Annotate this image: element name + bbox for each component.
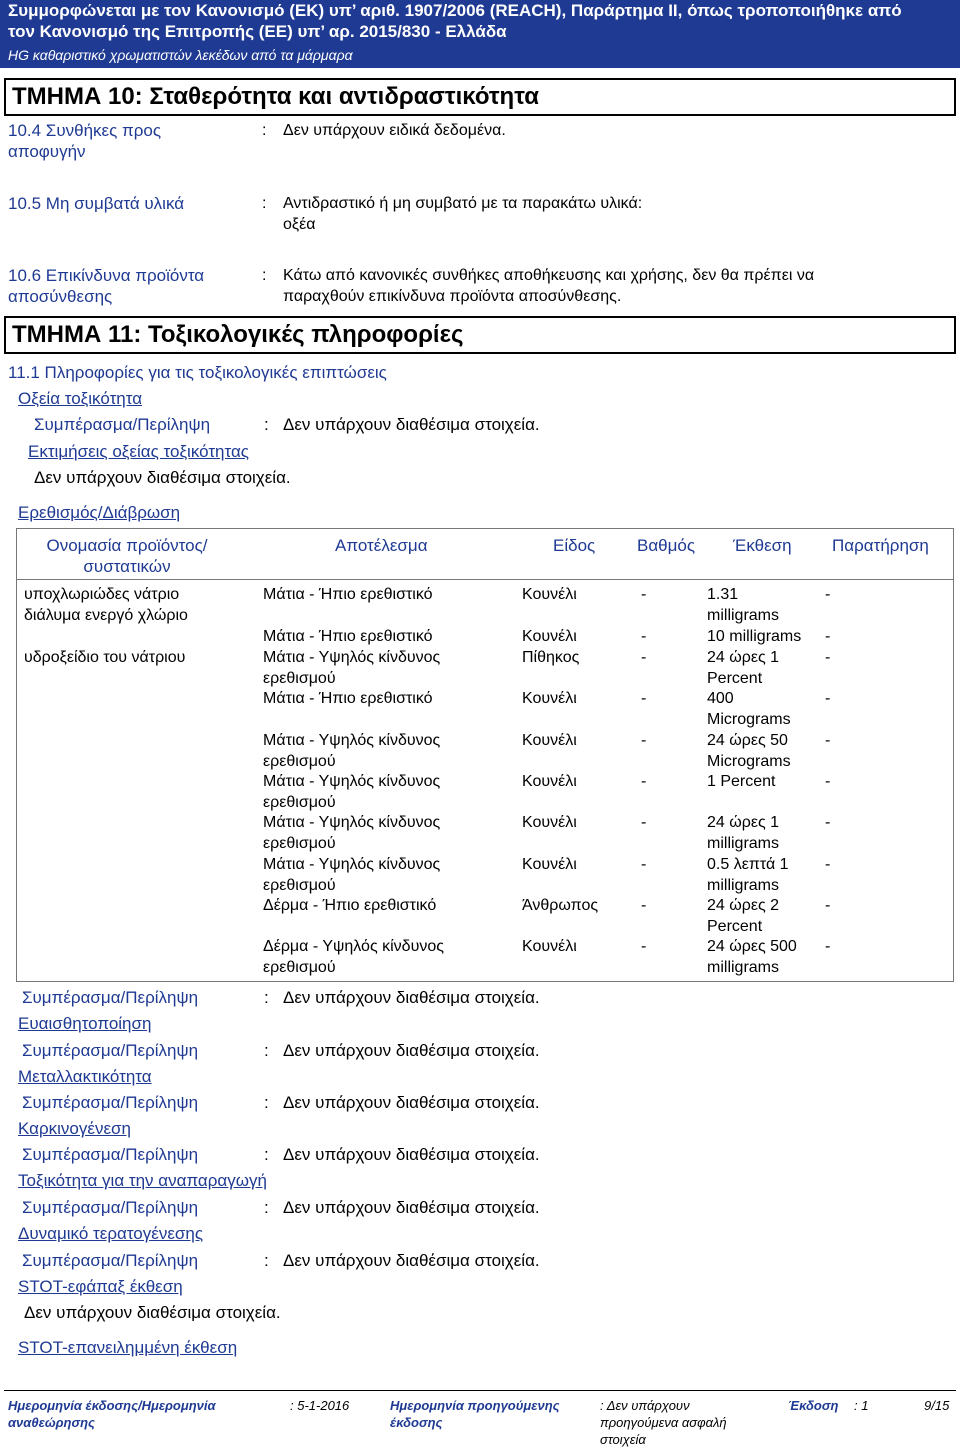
row-10-score: -: [641, 938, 647, 955]
row-1-exposure-1: 1.31: [707, 586, 739, 603]
carcinogenicity-summary-label: Συμπέρασμα/Περίληψη: [22, 1145, 199, 1164]
row-9-observation: -: [825, 897, 831, 914]
header-observation: Παρατήρηση: [832, 536, 929, 555]
row-6-score: -: [641, 773, 647, 790]
row-3-result-1: Μάτια - Υψηλός κίνδυνος: [263, 649, 441, 666]
row-8-result-2: ερεθισμού: [263, 877, 336, 894]
row-1-species: Κουνέλι: [522, 586, 577, 603]
header-product-name-2: συστατικών: [83, 557, 171, 576]
row-1-exposure-2: milligrams: [707, 607, 779, 624]
row-3-exposure-2: Percent: [707, 670, 763, 687]
product-1-name-1: υποχλωριώδες νάτριο: [24, 586, 180, 603]
row-1-score: -: [641, 586, 647, 603]
row-4-observation: -: [825, 690, 831, 707]
row-3-exposure-1: 24 ώρες 1: [707, 649, 780, 666]
stot-single-heading: STOT-εφάπαξ έκθεση: [18, 1277, 183, 1296]
s10-6-label-2: αποσύνθεσης: [8, 287, 113, 306]
previous-date-label: [390, 1397, 560, 1431]
mutagenicity-heading: Μεταλλακτικότητα: [18, 1067, 152, 1086]
s10-6-label-1: 10.6 Επικίνδυνα προϊόντα: [8, 266, 205, 285]
row-6-result-2: ερεθισμού: [263, 794, 336, 811]
version-value: : 1: [854, 1398, 869, 1413]
regulation-banner: [0, 0, 960, 42]
sensitisation-heading: Ευαισθητοποίηση: [18, 1014, 152, 1033]
mutagenicity-summary-value: Δεν υπάρχουν διαθέσιμα στοιχεία.: [283, 1093, 540, 1112]
s10-6-colon: :: [262, 267, 267, 284]
row-10-result-2: ερεθισμού: [263, 959, 336, 976]
s10-4-value: Δεν υπάρχουν ειδικά δεδομένα.: [283, 122, 506, 139]
s10-5-colon: :: [262, 195, 267, 212]
sensitisation-summary-value: Δεν υπάρχουν διαθέσιμα στοιχεία.: [283, 1041, 540, 1060]
s10-6-value-2: παραχθούν επικίνδυνα προϊόντα αποσύνθεσης.: [283, 288, 622, 305]
version-label: Έκδοση: [788, 1398, 839, 1413]
regulation-line-2: τον Κανονισμό της Επιτροπής (ΕΕ) υπ’ αρ. 2015/830 - Ελλάδα: [8, 22, 507, 41]
s10-4-label-1: 10.4 Συνθήκες προς: [8, 121, 162, 140]
row-4-species: Κουνέλι: [522, 690, 577, 707]
issue-date-label-1: Ημερομηνία έκδοσης/Ημερομηνία: [8, 1398, 216, 1413]
reproductive-toxicity-heading: Τοξικότητα για την αναπαραγωγή: [18, 1171, 267, 1190]
row-5-exposure-1: 24 ώρες 50: [707, 732, 788, 749]
product-1-name-2: διάλυμα ενεργό χλώριο: [24, 607, 188, 624]
row-8-exposure-2: milligrams: [707, 877, 779, 894]
previous-date-value-3: στοιχεία: [600, 1432, 646, 1447]
s10-4-colon: :: [262, 122, 267, 139]
row-7-score: -: [641, 814, 647, 831]
acute-summary-label: Συμπέρασμα/Περίληψη: [34, 415, 211, 434]
row-2-observation: -: [825, 628, 831, 645]
row-7-result-2: ερεθισμού: [263, 835, 336, 852]
row-5-observation: -: [825, 732, 831, 749]
s10-5-value-2: οξέα: [283, 216, 316, 233]
row-3-score: -: [641, 649, 647, 666]
previous-date-label-2: έκδοσης: [390, 1415, 443, 1430]
row-4-exposure-1: 400: [707, 690, 734, 707]
reproductive-summary-value: Δεν υπάρχουν διαθέσιμα στοιχεία.: [283, 1198, 540, 1217]
row-8-score: -: [641, 856, 647, 873]
issue-date-label: [8, 1397, 216, 1431]
row-9-exposure-2: Percent: [707, 918, 763, 935]
acute-summary-colon: :: [264, 415, 269, 434]
previous-date-value-1: : Δεν υπάρχουν: [600, 1398, 690, 1413]
reproductive-summary-label: Συμπέρασμα/Περίληψη: [22, 1198, 199, 1217]
header-product-name-1: Ονομασία προϊόντος/: [46, 536, 208, 555]
row-5-exposure-2: Micrograms: [707, 753, 791, 770]
footer-divider: [4, 1390, 956, 1391]
s10-5-value-1: Αντιδραστικό ή μη συμβατό με τα παρακάτω υλικά:: [283, 195, 643, 212]
row-10-exposure-2: milligrams: [707, 959, 779, 976]
regulation-line-1: Συμμορφώνεται με τον Κανονισμό (ΕΚ) υπ’ αριθ. 1907/2006 (REACH), Παράρτημα II, όπως τροποποιήθηκε από: [8, 1, 902, 20]
row-1-observation: -: [825, 586, 831, 603]
product-name: HG καθαριστικό χρωματιστών λεκέδων από τα μάρμαρα: [8, 47, 353, 63]
row-6-result-1: Μάτια - Υψηλός κίνδυνος: [263, 773, 441, 790]
row-1-result-1: Μάτια - Ήπιο ερεθιστικό: [263, 586, 433, 603]
acute-toxicity-heading: Οξεία τοξικότητα: [18, 389, 143, 408]
header-species: Είδος: [553, 536, 596, 555]
row-2-score: -: [641, 628, 647, 645]
row-4-exposure-2: Micrograms: [707, 711, 791, 728]
irritation-summary-value: Δεν υπάρχουν διαθέσιμα στοιχεία.: [283, 988, 540, 1007]
issue-date-label-2: αναθεώρησης: [8, 1415, 95, 1430]
row-5-score: -: [641, 732, 647, 749]
row-9-score: -: [641, 897, 647, 914]
s10-5-label: 10.5 Μη συμβατά υλικά: [8, 194, 185, 213]
table-header-divider: [17, 579, 953, 580]
carcinogenicity-summary-colon: :: [264, 1145, 269, 1164]
mutagenicity-summary-colon: :: [264, 1093, 269, 1112]
irritation-summary-label: Συμπέρασμα/Περίληψη: [22, 988, 199, 1007]
previous-date-value-2: προηγούμενα ασφαλή: [600, 1415, 727, 1430]
stot-single-value: Δεν υπάρχουν διαθέσιμα στοιχεία.: [24, 1303, 281, 1322]
row-10-observation: -: [825, 938, 831, 955]
section-11-title: ΤΜΗΜΑ 11: Τοξικολογικές πληροφορίες: [4, 316, 956, 354]
product-2-name: υδροξείδιο του νάτριου: [24, 649, 186, 666]
s11-1-heading: 11.1 Πληροφορίες για τις τοξικολογικές επιπτώσεις: [8, 363, 387, 382]
teratogenicity-summary-colon: :: [264, 1251, 269, 1270]
issue-date-value: : 5-1-2016: [290, 1398, 350, 1413]
previous-date-value: [600, 1397, 727, 1448]
irritation-summary-colon: :: [264, 988, 269, 1007]
row-5-species: Κουνέλι: [522, 732, 577, 749]
row-9-exposure-1: 24 ώρες 2: [707, 897, 780, 914]
previous-date-label-1: Ημερομηνία προηγούμενης: [390, 1398, 560, 1413]
section-10-title: ΤΜΗΜΑ 10: Σταθερότητα και αντιδραστικότητα: [4, 78, 956, 116]
row-2-result-1: Μάτια - Ήπιο ερεθιστικό: [263, 628, 433, 645]
sensitisation-summary-label: Συμπέρασμα/Περίληψη: [22, 1041, 199, 1060]
row-10-result-1: Δέρμα - Υψηλός κίνδυνος: [263, 938, 444, 955]
product-name-bar: [0, 42, 960, 68]
reproductive-summary-colon: :: [264, 1198, 269, 1217]
teratogenicity-summary-value: Δεν υπάρχουν διαθέσιμα στοιχεία.: [283, 1251, 540, 1270]
row-10-species: Κουνέλι: [522, 938, 577, 955]
carcinogenicity-summary-value: Δεν υπάρχουν διαθέσιμα στοιχεία.: [283, 1145, 540, 1164]
row-6-observation: -: [825, 773, 831, 790]
row-7-species: Κουνέλι: [522, 814, 577, 831]
row-5-result-2: ερεθισμού: [263, 753, 336, 770]
s10-4-label-2: αποφυγήν: [8, 142, 86, 161]
row-3-observation: -: [825, 649, 831, 666]
sensitisation-summary-colon: :: [264, 1041, 269, 1060]
row-8-observation: -: [825, 856, 831, 873]
row-7-result-1: Μάτια - Υψηλός κίνδυνος: [263, 814, 441, 831]
row-7-exposure-2: milligrams: [707, 835, 779, 852]
teratogenicity-summary-label: Συμπέρασμα/Περίληψη: [22, 1251, 199, 1270]
carcinogenicity-heading: Καρκινογένεση: [18, 1119, 131, 1138]
row-2-exposure-1: 10 milligrams: [707, 628, 802, 645]
acute-estimates-heading: Εκτιμήσεις οξείας τοξικότητας: [28, 442, 249, 461]
row-3-species: Πίθηκος: [522, 649, 580, 666]
header-result: Αποτέλεσμα: [335, 536, 428, 555]
row-6-species: Κουνέλι: [522, 773, 577, 790]
mutagenicity-summary-label: Συμπέρασμα/Περίληψη: [22, 1093, 199, 1112]
row-8-species: Κουνέλι: [522, 856, 577, 873]
row-7-observation: -: [825, 814, 831, 831]
row-5-result-1: Μάτια - Υψηλός κίνδυνος: [263, 732, 441, 749]
teratogenicity-heading: Δυναμικό τερατογένεσης: [18, 1224, 204, 1243]
irritation-heading: Ερεθισμός/Διάβρωση: [18, 503, 181, 522]
acute-estimates-value: Δεν υπάρχουν διαθέσιμα στοιχεία.: [34, 468, 291, 487]
acute-summary-value: Δεν υπάρχουν διαθέσιμα στοιχεία.: [283, 415, 540, 434]
s10-6-value-1: Κάτω από κανονικές συνθήκες αποθήκευσης και χρήσης, δεν θα πρέπει να: [283, 267, 815, 284]
row-9-result-1: Δέρμα - Ήπιο ερεθιστικό: [263, 897, 437, 914]
row-8-result-1: Μάτια - Υψηλός κίνδυνος: [263, 856, 441, 873]
header-exposure: Έκθεση: [733, 536, 792, 555]
row-7-exposure-1: 24 ώρες 1: [707, 814, 780, 831]
row-3-result-2: ερεθισμού: [263, 670, 336, 687]
row-2-species: Κουνέλι: [522, 628, 577, 645]
row-8-exposure-1: 0.5 λεπτά 1: [707, 856, 789, 873]
stot-repeated-heading: STOT-επανειλημμένη έκθεση: [18, 1338, 238, 1357]
irritation-table: [16, 528, 954, 982]
row-4-result-1: Μάτια - Ήπιο ερεθιστικό: [263, 690, 433, 707]
row-6-exposure-1: 1 Percent: [707, 773, 776, 790]
row-9-species: Άνθρωπος: [522, 897, 599, 914]
row-10-exposure-1: 24 ώρες 500: [707, 938, 797, 955]
page-number: 9/15: [924, 1398, 950, 1413]
row-4-score: -: [641, 690, 647, 707]
header-score: Βαθμός: [637, 536, 696, 555]
